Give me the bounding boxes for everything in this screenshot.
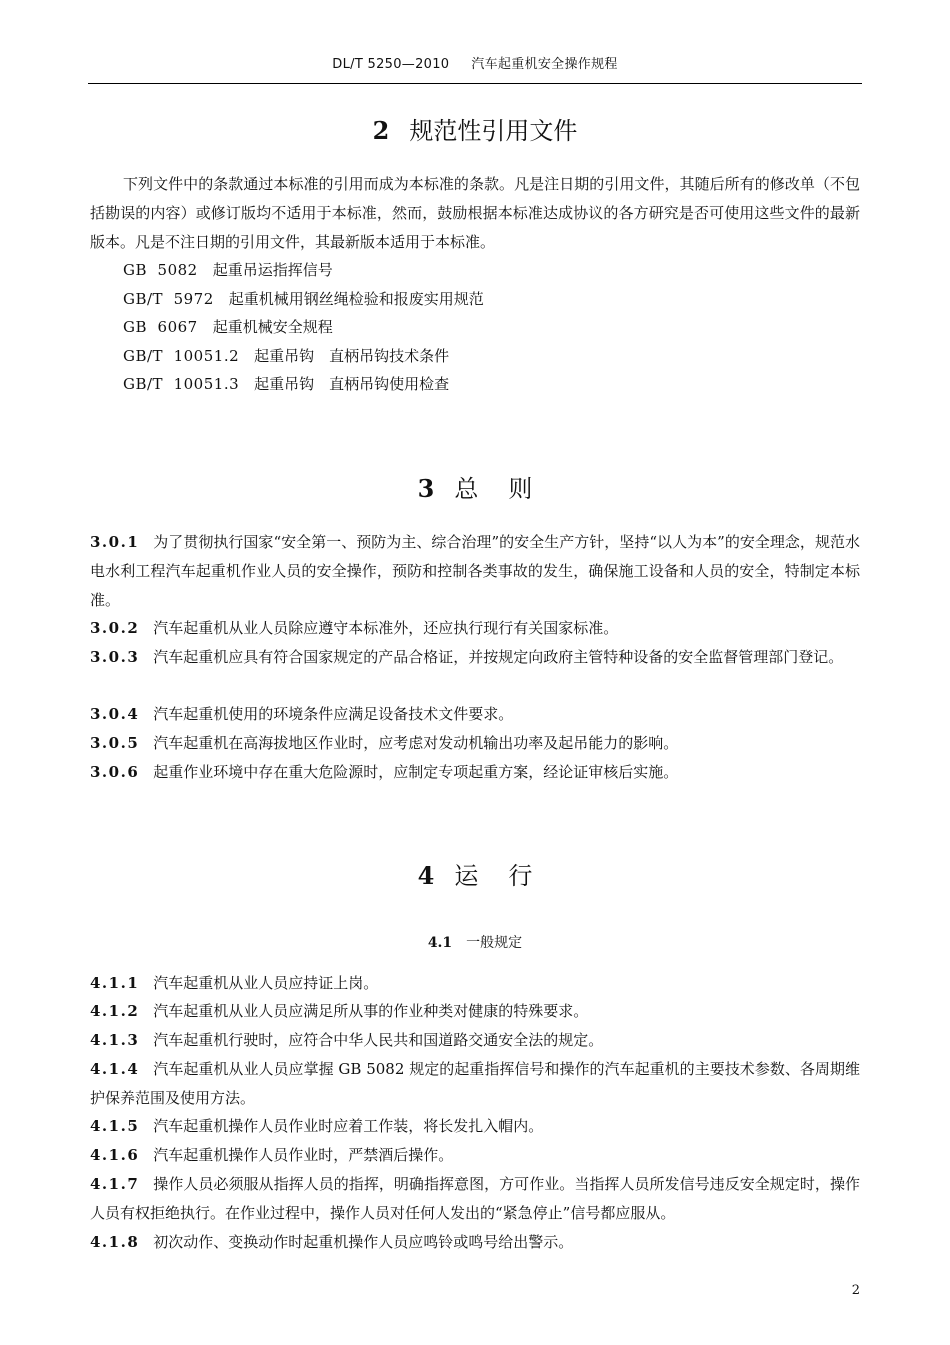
clause [90, 758, 860, 787]
section-3-heading [0, 469, 950, 504]
clause [90, 1141, 860, 1170]
reference-code: GB 6067 [123, 318, 198, 336]
clause-number: 4.1.2 [90, 1002, 140, 1020]
clause-number: 3.0.2 [90, 619, 140, 637]
clause-text: 汽车起重机操作人员作业时，严禁酒后操作。 [153, 1146, 454, 1164]
reference-code: GB/T 10051.3 [123, 375, 240, 393]
section-2-intro: 下列文件中的条款通过本标准的引用而成为本标准的条款。凡是注日期的引用文件，其随后所有的修改单（不包括勘误的内容）或修订版均不适用于本标准，然而，鼓励根据本标准达成协议的各方研究是否可使用这些文件的最新版本。凡是不注日期的引用文件，其最新版本适用于本标准。 [90, 175, 860, 251]
clause-text: 初次动作、变换动作时起重机操作人员应鸣铃或鸣号给出警示。 [153, 1233, 574, 1251]
clause-text: 起重作业环境中存在重大危险源时，应制定专项起重方案，经论证审核后实施。 [153, 763, 679, 781]
reference-item [123, 256, 333, 285]
reference-title: 起重机械安全规程 [212, 318, 333, 336]
section-4-number: 4 [417, 861, 435, 890]
clause [90, 614, 860, 643]
clause-number: 3.0.1 [90, 533, 140, 551]
clause [90, 1055, 860, 1113]
clause-text: 汽车起重机从业人员应满足所从事的作业种类对健康的特殊要求。 [153, 1002, 589, 1020]
clause-number: 4.1.1 [90, 974, 140, 992]
reference-code: GB 5082 [123, 261, 198, 279]
clause [90, 700, 860, 729]
clause [90, 997, 860, 1026]
clause [90, 1228, 860, 1257]
clause-text: 为了贯彻执行国家“安全第一、预防为主、综合治理”的安全生产方针，坚持“以人为本”的安全理念，规范水电水利工程汽车起重机作业人员的安全操作，预防和控制各类事故的发生，确保施工设备和人员的安全，特制定本标准。 [90, 533, 860, 609]
reference-title: 起重吊钩 直柄吊钩使用检查 [254, 375, 450, 393]
section-2-title: 规范性引用文件 [409, 117, 578, 145]
section-4-heading [0, 856, 950, 891]
section-3-title: 总则 [454, 475, 563, 503]
reference-code: GB/T 10051.2 [123, 347, 240, 365]
subsection-number: 4.1 [427, 935, 453, 951]
clause-number: 4.1.4 [90, 1060, 140, 1078]
header-code: DL/T 5250—2010 [332, 57, 450, 72]
clause-number: 3.0.5 [90, 734, 140, 752]
section-2-heading [0, 111, 950, 146]
reference-item [123, 285, 484, 314]
reference-item [123, 370, 449, 399]
section-3-number: 3 [417, 474, 435, 503]
clause [90, 969, 860, 998]
header-title: 汽车起重机安全操作规程 [471, 57, 618, 72]
reference-title: 起重机械用钢丝绳检验和报废实用规范 [228, 290, 484, 308]
running-header [0, 53, 950, 72]
clause-text: 汽车起重机从业人员应掌握 GB 5082 规定的起重指挥信号和操作的汽车起重机的主要技术参数、各周期维护保养范围及使用方法。 [90, 1060, 860, 1107]
clause-text: 汽车起重机从业人员应持证上岗。 [153, 974, 379, 992]
clause-text: 汽车起重机应具有符合国家规定的产品合格证，并按规定向政府主管特种设备的安全监督管理部门登记。 [153, 648, 844, 666]
reference-code: GB/T 5972 [123, 290, 214, 308]
clause-number: 3.0.6 [90, 763, 140, 781]
clause-text: 汽车起重机操作人员作业时应着工作装，将长发扎入帽内。 [153, 1117, 544, 1135]
reference-title: 起重吊钩 直柄吊钩技术条件 [254, 347, 450, 365]
clause-text: 汽车起重机行驶时，应符合中华人民共和国道路交通安全法的规定。 [153, 1031, 604, 1049]
reference-title: 起重吊运指挥信号 [212, 261, 333, 279]
clause [90, 1170, 860, 1228]
clause-number: 3.0.4 [90, 705, 140, 723]
clause [90, 1112, 860, 1141]
clause-number: 4.1.6 [90, 1146, 140, 1164]
clause [90, 643, 860, 672]
clause-number: 4.1.7 [90, 1175, 140, 1193]
header-rule [88, 83, 862, 84]
clause-text: 汽车起重机在高海拔地区作业时，应考虑对发动机输出功率及起吊能力的影响。 [153, 734, 679, 752]
page-number: 2 [851, 1283, 860, 1298]
reference-item [123, 342, 449, 371]
subsection-title: 一般规定 [466, 935, 523, 951]
clause-text: 汽车起重机使用的环境条件应满足设备技术文件要求。 [153, 705, 514, 723]
subsection-4-1-heading [0, 932, 950, 952]
clause-number: 4.1.3 [90, 1031, 140, 1049]
clause-number: 4.1.8 [90, 1233, 140, 1251]
clause-number: 3.0.3 [90, 648, 140, 666]
clause [90, 528, 860, 615]
section-4-title: 运行 [454, 862, 563, 890]
reference-item [123, 313, 333, 342]
clause-text: 操作人员必须服从指挥人员的指挥，明确指挥意图，方可作业。当指挥人员所发信号违反安全规定时，操作人员有权拒绝执行。在作业过程中，操作人员对任何人发出的“紧急停止”信号都应服从。 [90, 1175, 860, 1222]
clause-text: 汽车起重机从业人员除应遵守本标准外，还应执行现行有关国家标准。 [153, 619, 619, 637]
clause-number: 4.1.5 [90, 1117, 140, 1135]
section-2-number: 2 [372, 116, 390, 145]
clause [90, 729, 860, 758]
clause [90, 1026, 860, 1055]
